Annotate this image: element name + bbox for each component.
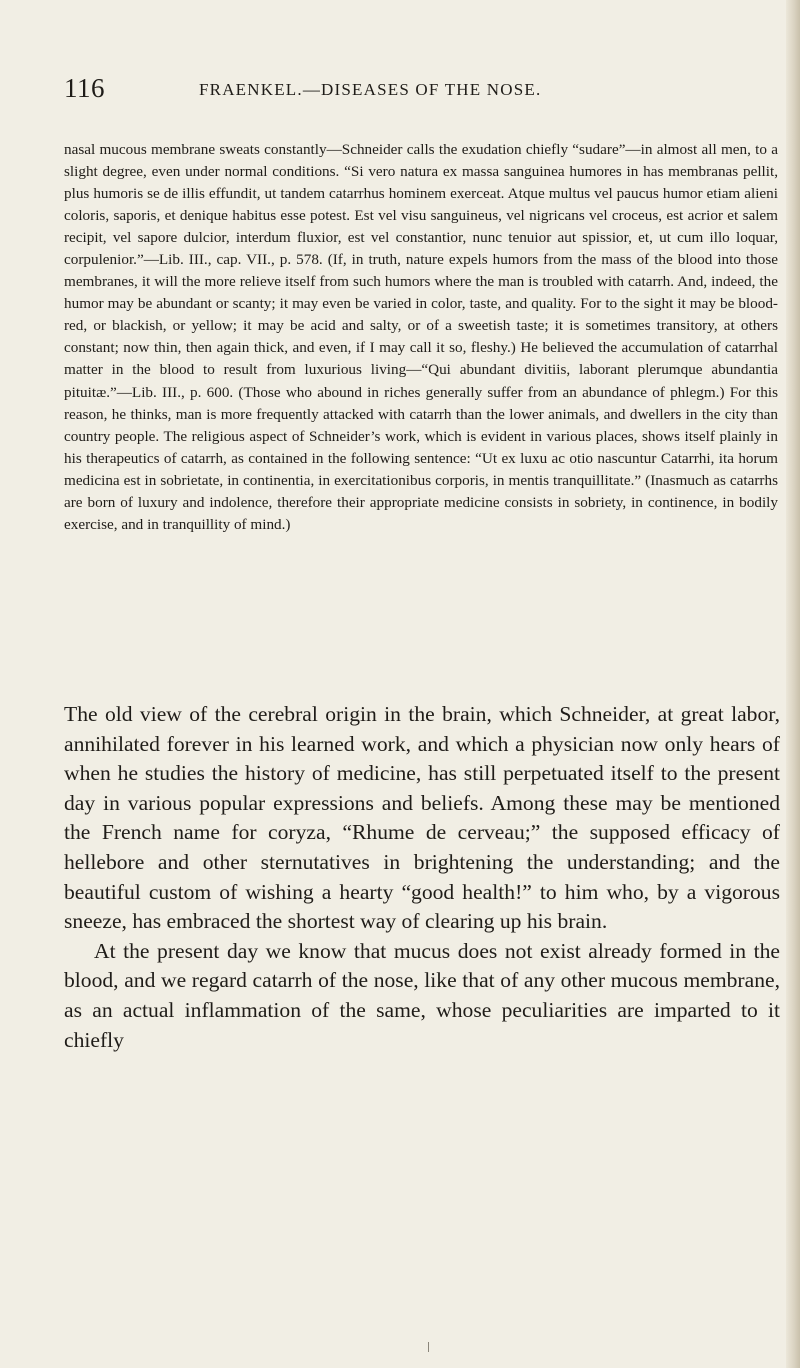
page-number: 116 — [64, 73, 105, 103]
running-head: FRAENKEL.—DISEASES OF THE NOSE. — [199, 80, 542, 99]
page-header — [64, 73, 774, 109]
paragraph-1: The old view of the cerebral origin in the brain, which Schneider, at great labor, annihilated forever in his learned work, and which a physician now only hears of when he studies the history of medicine, has still perpetuated itself to the present day in various popular expressions and beliefs. Among these may be mentioned the French name for coryza, “Rhume de cerveau;” the supposed efficacy of hellebore and other sternutatives in brightening the understanding; and the beautiful custom of wishing a hearty “good health!” to him who, by a vigorous sneeze, has embraced the shortest way of clearing up his brain. — [64, 702, 780, 934]
print-mark — [428, 1342, 429, 1352]
main-text — [64, 700, 780, 1055]
small-paragraph: nasal mucous membrane sweats constantly—Schneider calls the exudation chiefly “sudare”—in almost all men, to a slight degree, even under normal conditions. “Si vero natura ex massa sanguinea humores in has membranas pellit, plus humoris se de illis effundit, ut tandem catarrhus hominem exerceat. Atque multus vel paucus humor etiam alieni coloris, saporis, et denique habitus esse potest. Est vel visu sanguineus, vel nigricans vel croceus, est acrior et salem recipit, vel sapore dulcior, interdum fluxior, est vel constantior, nunc tenuior aut spissior, et, ut cum illo loquar, corpulenior.”—Lib. III., cap. VII., p. 578. (If, in truth, nature expels humors from the mass of the blood into those membranes, it will the more relieve itself from such humors where the man is troubled with catarrh. And, indeed, the humor may be abundant or scanty; it may even be varied in color, taste, and quality. For to the sight it may be blood-red, or blackish, or yellow; it may be acid and salty, or of a sweetish taste; it is sometimes transitory, at others constant; now thin, then again thick, and even, if I may call it so, fleshy.) He believed the accumulation of catarrhal matter in the blood to result from luxurious living—“Qui abundant divitiis, laborant plerumque abundantia pituitæ.”—Lib. III., p. 600. (Those who abound in riches generally suffer from an abundance of phlegm.) For this reason, he thinks, man is more frequently attacked with catarrh than the lower animals, and dwellers in the city than country people. The religious aspect of Schneider’s work, which is evident in various places, shows itself plainly in his therapeutics of catarrh, as contained in the following sentence: “Ut ex luxu ac otio nascuntur Catarrhi, ita horum medicina est in sobrietate, in continentia, in exercitationibus corporis, in mentis tranquillitate.” (Inasmuch as catarrhs are born of luxury and indolence, therefore their appropriate medicine consists in sobriety, in continence, in bodily exercise, and in tranquillity of mind.) — [64, 141, 778, 533]
page-edge-shadow — [786, 0, 800, 1368]
paragraph-2: At the present day we know that mucus does not exist already formed in the blood, and we regard catarrh of the nose, like that of any other mucous membrane, as an actual inflammation of the same, whose peculiarities are imparted to it chiefly — [64, 938, 780, 1052]
block-quote-text — [64, 139, 778, 536]
